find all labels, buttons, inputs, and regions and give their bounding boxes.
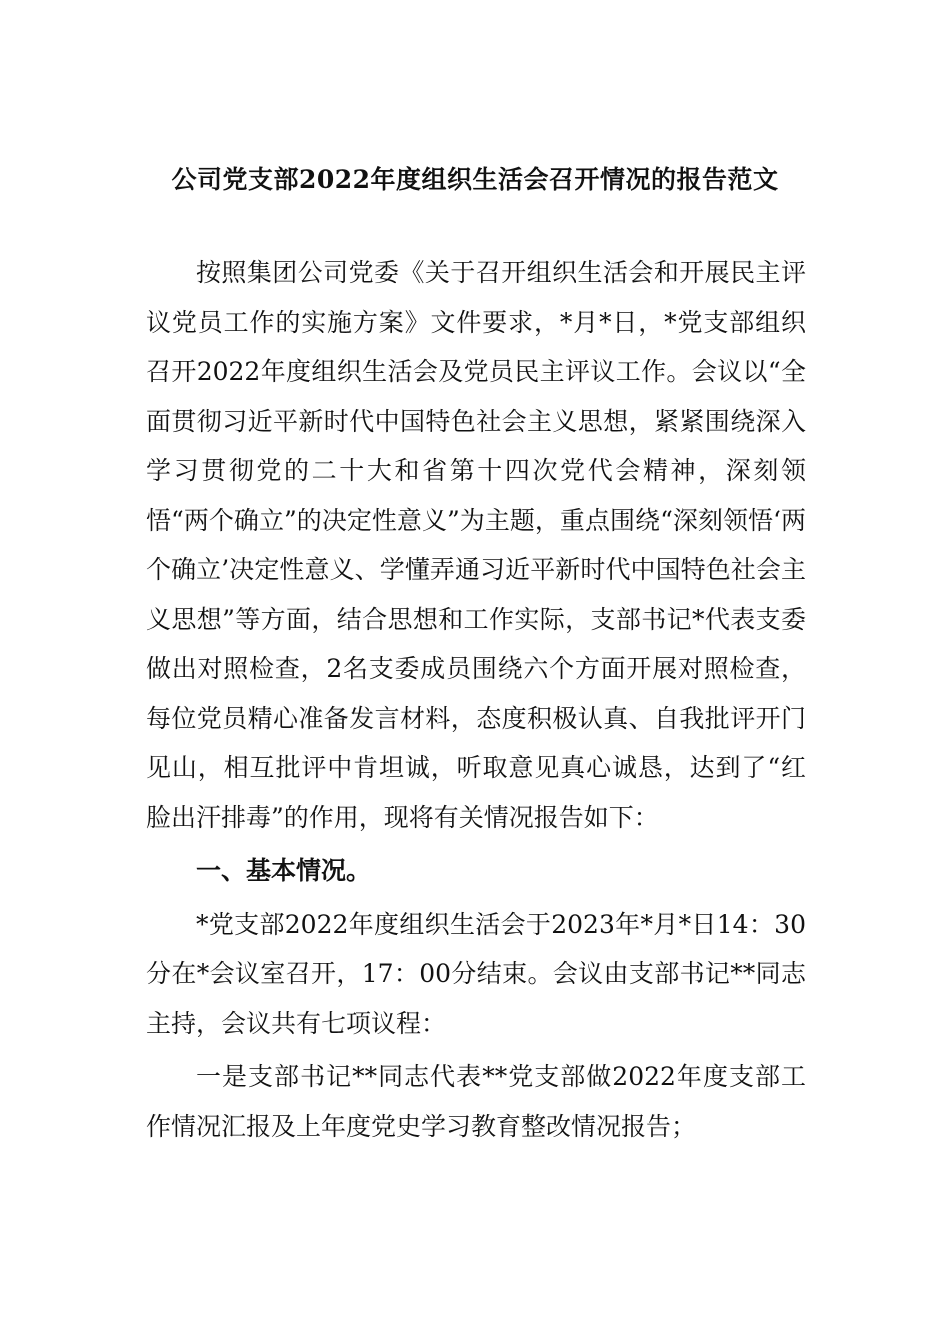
section-heading: 一、基本情况。 — [196, 856, 372, 885]
document-body — [146, 248, 806, 1151]
intro-paragraph: 按照集团公司党委《关于召开组织生活会和开展民主评议党员工作的实施方案》文件要求，*月*日，*党支部组织召开2022年度组织生活会及党员民主评议工作。会议以“全面贯彻习近平新时代中国特色社会主义思想，紧紧围绕深入学习贯彻党的二十大和省第十四次党代会精神，深刻领悟“两个确立”的决定性意义”为主题，重点围绕“深刻领悟‘两个确立’决定性意义、学懂弄通习近平新时代中国特色社会主义思想”等方面，结合思想和工作实际，支部书记*代表支委做出对照检查，2名支委成员围绕六个方面开展对照检查，每位党员精心准备发言材料，态度积极认真、自我批评开门见山，相互批评中肯坦诚，听取意见真心诚恳，达到了“红脸出汗排毒”的作用，现将有关情况报告如下： — [146, 258, 806, 832]
section-paragraph-2: 一是支部书记**同志代表**党支部做2022年度支部工作情况汇报及上年度党史学习教育整改情况报告； — [146, 1062, 806, 1141]
section-paragraph-1: *党支部2022年度组织生活会于2023年*月*日14：30分在*会议室召开，17：00分结束。会议由支部书记**同志主持，会议共有七项议程： — [146, 909, 806, 1038]
document-title: 公司党支部2022年度组织生活会召开情况的报告范文 — [171, 165, 779, 194]
